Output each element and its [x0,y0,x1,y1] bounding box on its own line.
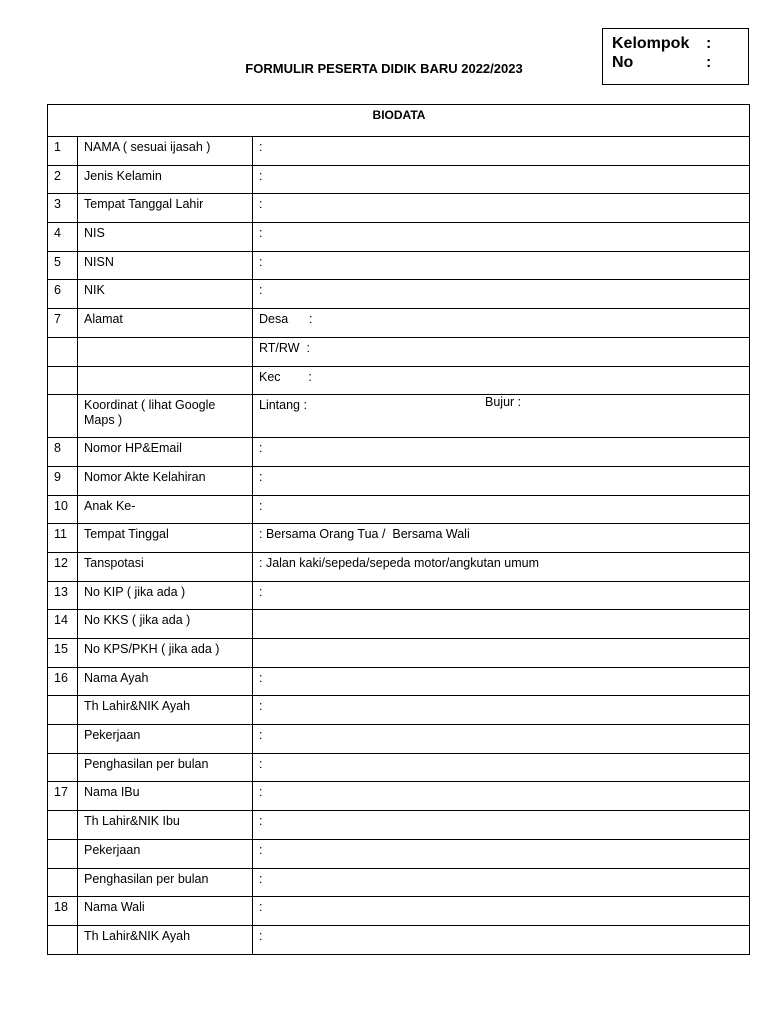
field-value-cell[interactable] [253,438,750,467]
table-row [48,280,750,309]
table-row [48,466,750,495]
field-value-cell[interactable] [253,868,750,897]
field-value-cell[interactable] [253,839,750,868]
field-label: Th Lahir&NIK Ayah [78,696,253,725]
field-value-cell[interactable] [253,194,750,223]
field-label: Penghasilan per bulan [78,868,253,897]
field-value: : [259,814,263,829]
field-value-cell[interactable] [253,495,750,524]
field-value-cell[interactable] [253,811,750,840]
kelompok-colon: : [706,35,712,52]
field-label: No KIP ( jika ada ) [78,581,253,610]
table-row [48,395,750,438]
table-row [48,696,750,725]
row-number [48,811,78,840]
field-value: Lintang : [259,398,307,413]
field-value: : [259,871,263,886]
field-value-cell[interactable] [253,925,750,954]
row-number: 16 [48,667,78,696]
field-value: : [259,785,263,800]
field-value: : [259,756,263,771]
field-value: RT/RW : [259,340,310,355]
field-value-cell[interactable] [253,725,750,754]
field-label: NAMA ( sesuai ijasah ) [78,137,253,166]
table-row [48,811,750,840]
biodata-header: BIODATA [48,105,750,137]
row-number [48,337,78,366]
field-label: Alamat [78,309,253,338]
field-value-cell[interactable] [253,897,750,926]
table-row [48,309,750,338]
field-label: Nama Wali [78,897,253,926]
table-row [48,581,750,610]
field-value: : [259,900,263,915]
field-label: No KKS ( jika ada ) [78,610,253,639]
field-label: NISN [78,251,253,280]
table-row [48,667,750,696]
row-number: 13 [48,581,78,610]
table-row [48,753,750,782]
biodata-header-row [48,105,750,137]
field-label: Jenis Kelamin [78,165,253,194]
row-number: 7 [48,309,78,338]
row-number [48,925,78,954]
row-number: 9 [48,466,78,495]
field-value: : Jalan kaki/sepeda/sepeda motor/angkutan umum [259,555,540,570]
field-value: : [259,441,263,456]
row-number: 5 [48,251,78,280]
row-number: 14 [48,610,78,639]
field-value: : [259,140,263,154]
field-value: : [259,498,263,513]
field-label: NIK [78,280,253,309]
kelompok-line [612,34,748,53]
row-number: 11 [48,524,78,553]
field-label: Nomor Akte Kelahiran [78,466,253,495]
row-number: 12 [48,552,78,581]
field-value-cell[interactable] [253,581,750,610]
table-row [48,839,750,868]
field-value-cell[interactable] [253,165,750,194]
row-number: 10 [48,495,78,524]
field-value-cell[interactable] [253,309,750,338]
field-value-cell[interactable] [253,251,750,280]
row-number: 17 [48,782,78,811]
field-value-right: Bujur : [485,395,522,410]
table-row [48,251,750,280]
table-row [48,639,750,668]
field-value-cell[interactable] [253,280,750,309]
field-value: : [259,283,263,298]
field-value-cell[interactable] [253,552,750,581]
table-row [48,165,750,194]
table-row [48,725,750,754]
row-number [48,696,78,725]
field-value-cell[interactable] [253,696,750,725]
row-number [48,839,78,868]
field-value-cell[interactable] [253,395,750,438]
row-number: 1 [48,137,78,166]
form-title-text: FORMULIR PESERTA DIDIK BARU 2022/2023 [245,61,523,76]
field-label: Nama Ayah [78,667,253,696]
field-label [78,366,253,395]
row-number: 6 [48,280,78,309]
table-row [48,223,750,252]
row-number [48,868,78,897]
field-label: Pekerjaan [78,725,253,754]
field-label: No KPS/PKH ( jika ada ) [78,639,253,668]
row-number: 18 [48,897,78,926]
field-value: : [259,670,263,685]
field-value: Desa : [259,312,313,327]
row-number: 15 [48,639,78,668]
row-number [48,725,78,754]
table-row [48,495,750,524]
field-value-cell[interactable] [253,337,750,366]
no-label: No [612,54,634,71]
table-row [48,925,750,954]
field-value-cell[interactable] [253,639,750,668]
field-label: Nomor HP&Email [78,438,253,467]
row-number [48,366,78,395]
row-number: 2 [48,165,78,194]
field-value: : [259,842,263,857]
row-number: 4 [48,223,78,252]
field-label: Penghasilan per bulan [78,753,253,782]
table-row [48,337,750,366]
field-value-cell[interactable] [253,223,750,252]
kelompok-label: Kelompok [612,35,690,52]
field-value-cell[interactable] [253,366,750,395]
field-label: Koordinat ( lihat Google Maps ) [78,395,253,438]
row-number [48,753,78,782]
table-row [48,610,750,639]
no-colon: : [706,54,712,71]
field-value-cell[interactable] [253,466,750,495]
field-value: : [259,226,263,241]
group-number-box [602,28,749,85]
field-value: : Bersama Orang Tua / Bersama Wali [259,527,470,542]
field-value: : [259,168,263,183]
field-value-cell[interactable] [253,753,750,782]
table-row [48,897,750,926]
field-value: Kec : [259,369,312,384]
row-number [48,395,78,438]
field-value: : [259,469,263,484]
field-value-cell[interactable] [253,137,750,166]
table-row [48,782,750,811]
row-number: 3 [48,194,78,223]
table-row [48,552,750,581]
field-value: : [259,699,263,714]
field-value-cell[interactable] [253,524,750,553]
field-label: Tempat Tanggal Lahir [78,194,253,223]
table-row [48,137,750,166]
field-label: Th Lahir&NIK Ayah [78,925,253,954]
field-label: Tempat Tinggal [78,524,253,553]
field-value-cell[interactable] [253,782,750,811]
field-label: Pekerjaan [78,839,253,868]
table-row [48,366,750,395]
field-value: : [259,254,263,269]
table-row [48,524,750,553]
field-label: NIS [78,223,253,252]
field-label: Tanspotasi [78,552,253,581]
table-row [48,194,750,223]
field-value: : [259,584,263,599]
biodata-table [47,104,750,955]
field-value-cell[interactable] [253,667,750,696]
field-value: : [259,728,263,743]
table-row [48,438,750,467]
field-label [78,337,253,366]
form-title [0,61,768,76]
field-value: : [259,928,263,943]
row-number: 8 [48,438,78,467]
field-label: Anak Ke- [78,495,253,524]
field-label: Nama IBu [78,782,253,811]
field-value: : [259,197,263,212]
field-label: Th Lahir&NIK Ibu [78,811,253,840]
field-value-cell[interactable] [253,610,750,639]
table-row [48,868,750,897]
